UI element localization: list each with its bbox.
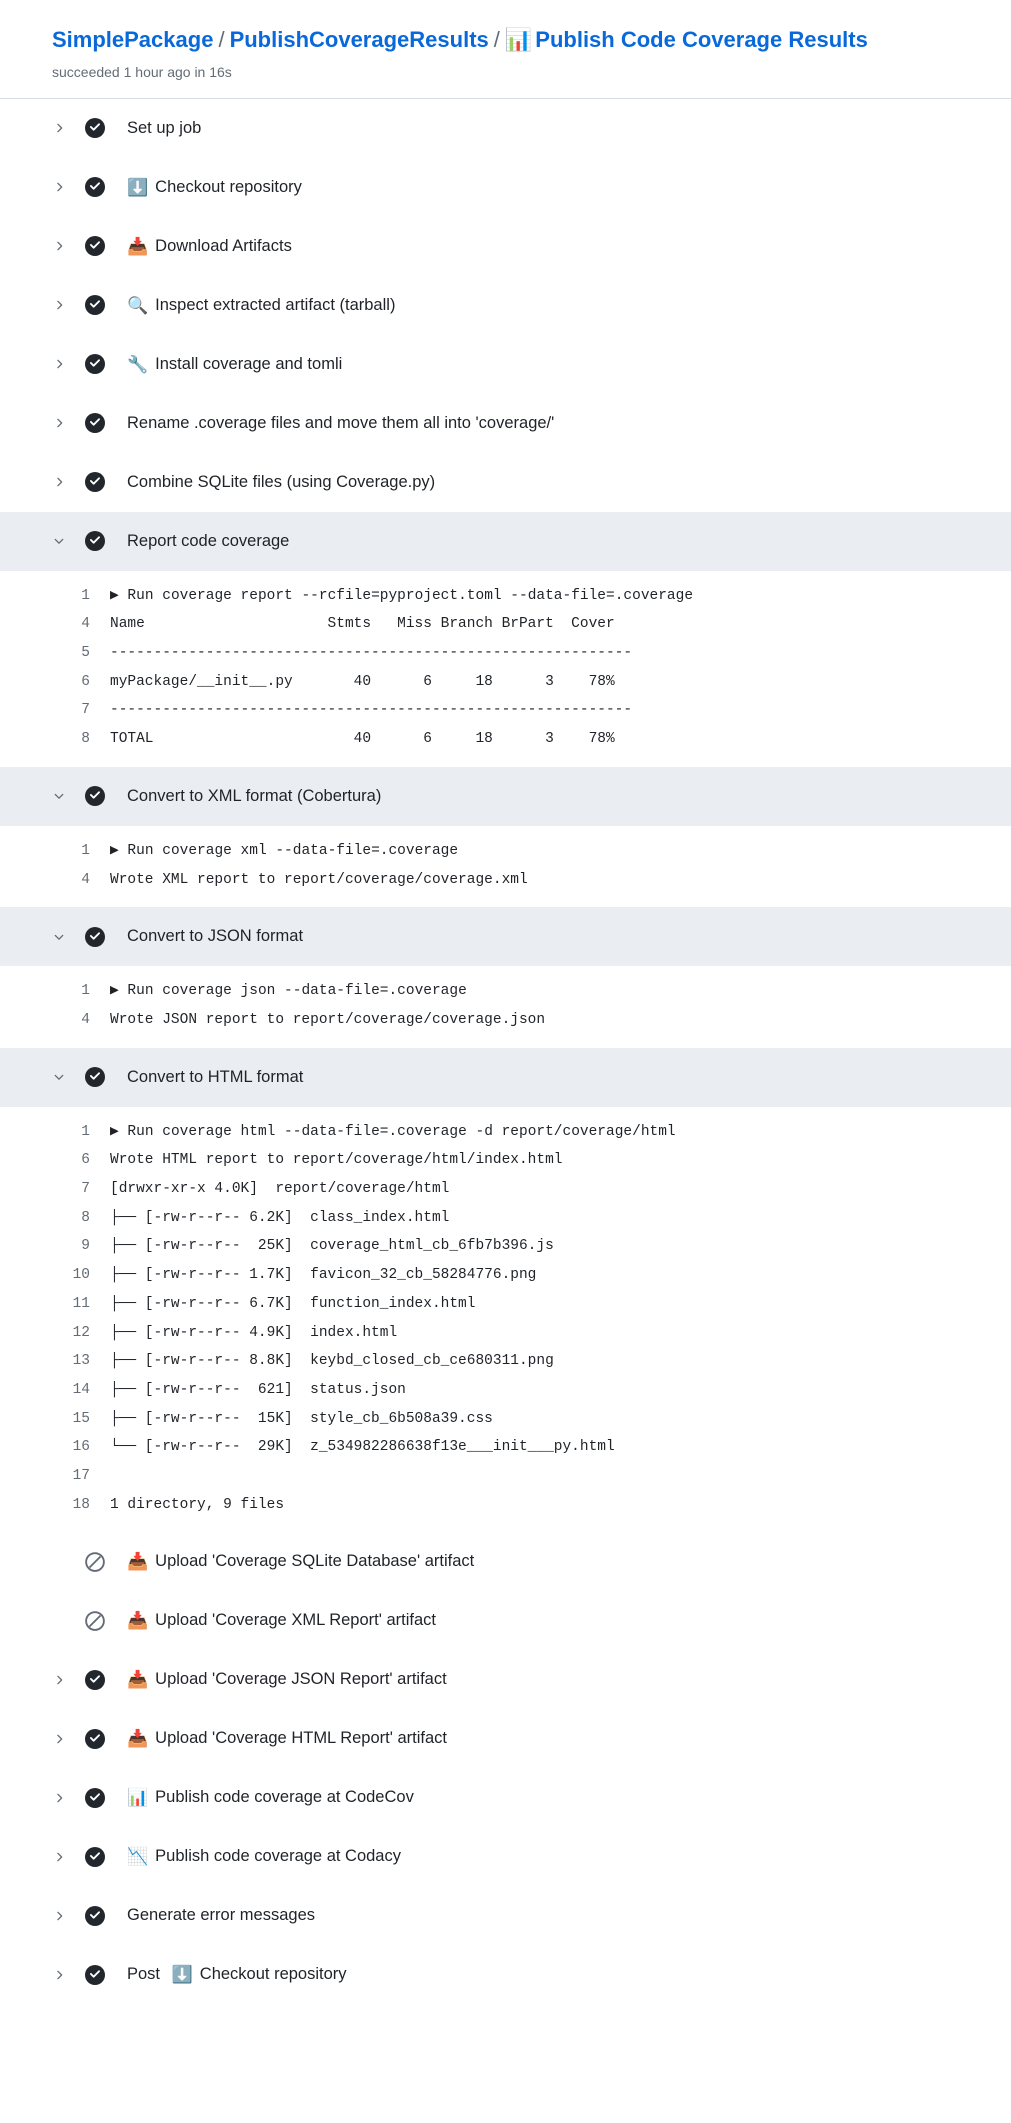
log-line-text: ├── [-rw-r--r-- 621] status.json — [110, 1381, 406, 1398]
chevron-right-icon[interactable] — [52, 180, 76, 194]
log-line-text: ------------------------------------------------------------ — [110, 645, 633, 661]
log-line-text: ▶ Run coverage html --data-file=.coverage -d report/coverage/html — [110, 1123, 676, 1140]
success-check-icon — [84, 1669, 106, 1691]
step-row[interactable] — [0, 767, 1011, 826]
success-check-icon — [84, 1787, 106, 1809]
step-label-text: Convert to JSON format — [127, 927, 304, 946]
step-label-text: Publish code coverage at CodeCov — [155, 1788, 414, 1807]
log-line-text: ├── [-rw-r--r-- 6.7K] function_index.html — [110, 1295, 476, 1312]
log-line-number: 6 — [81, 673, 90, 690]
chevron-right-icon[interactable] — [52, 1968, 76, 1982]
log-line — [0, 1347, 1011, 1376]
log-line — [0, 866, 1011, 895]
job-header — [0, 0, 1011, 99]
log-line-text — [110, 1462, 1011, 1491]
job-status-line: succeeded 1 hour ago in 16s — [52, 63, 232, 80]
log-line — [0, 1204, 1011, 1233]
step-label-text: Upload 'Coverage JSON Report' artifact — [155, 1670, 447, 1689]
chevron-right-icon[interactable] — [52, 1673, 76, 1687]
step-emoji-icon: ⬇️ — [127, 177, 149, 197]
step-emoji-icon: 🔧 — [127, 354, 149, 374]
chevron-down-icon[interactable] — [52, 930, 76, 944]
chevron-right-icon[interactable] — [52, 1850, 76, 1864]
chevron-down-icon[interactable] — [52, 789, 76, 803]
step-label — [127, 787, 381, 806]
log-line-text: TOTAL 40 6 18 3 78% — [110, 731, 615, 748]
step-log — [0, 1107, 1011, 1533]
step-label-text: Checkout repository — [199, 1965, 347, 1984]
chevron-right-icon[interactable] — [52, 416, 76, 430]
step-row[interactable] — [0, 1945, 1011, 2004]
log-line — [0, 1319, 1011, 1348]
success-check-icon — [84, 1905, 106, 1927]
log-line-number: 17 — [72, 1468, 90, 1485]
step-row[interactable] — [0, 1048, 1011, 1107]
chevron-right-icon[interactable] — [52, 1791, 76, 1805]
success-check-icon — [84, 294, 106, 316]
log-line — [0, 1175, 1011, 1204]
steps-list — [0, 99, 1011, 2005]
chevron-right-icon[interactable] — [52, 475, 76, 489]
log-line-text: ▶ Run coverage json --data-file=.coverage — [110, 983, 467, 1000]
log-line-number: 6 — [81, 1152, 90, 1169]
step-emoji-icon: 📥 — [127, 236, 149, 256]
chevron-right-icon[interactable] — [52, 1732, 76, 1746]
log-line — [0, 1261, 1011, 1290]
step-row[interactable] — [0, 1709, 1011, 1768]
step-label — [127, 1906, 315, 1925]
log-line-number: 7 — [81, 702, 90, 719]
step-label-text: Set up job — [127, 118, 202, 137]
step-label-text: Generate error messages — [127, 1906, 316, 1925]
log-line — [0, 837, 1011, 866]
step-row[interactable] — [0, 335, 1011, 394]
step-label-text: Post — [127, 1965, 165, 1984]
step-label — [127, 1611, 436, 1630]
step-label — [127, 296, 395, 315]
log-line — [0, 1376, 1011, 1405]
success-check-icon — [84, 176, 106, 198]
chevron-down-icon[interactable] — [52, 534, 76, 548]
log-line-number: 14 — [72, 1381, 90, 1398]
log-line-number: 11 — [72, 1295, 90, 1312]
step-label — [127, 178, 302, 197]
step-label — [127, 927, 303, 946]
step-label-text: Report code coverage — [127, 531, 290, 550]
chevron-right-icon[interactable] — [52, 239, 76, 253]
log-line-text: myPackage/__init__.py 40 6 18 3 78% — [110, 673, 615, 690]
step-row[interactable] — [0, 394, 1011, 453]
log-line-number: 1 — [81, 1123, 90, 1140]
step-label — [127, 1788, 414, 1807]
step-label — [127, 119, 201, 138]
log-line-text: [drwxr-xr-x 4.0K] report/coverage/html — [110, 1181, 450, 1198]
log-line-number: 13 — [72, 1353, 90, 1370]
success-check-icon — [84, 1846, 106, 1868]
log-line — [0, 1405, 1011, 1434]
step-row[interactable] — [0, 99, 1011, 158]
step-emoji-icon: 📥 — [127, 1552, 149, 1572]
log-line — [0, 1290, 1011, 1319]
log-line-text: ▶ Run coverage xml --data-file=.coverage — [110, 842, 459, 859]
step-label-text: Download Artifacts — [155, 236, 292, 255]
step-emoji-icon: 📥 — [127, 1729, 149, 1749]
step-row[interactable] — [0, 217, 1011, 276]
chevron-down-icon[interactable] — [52, 1070, 76, 1084]
success-check-icon — [84, 785, 106, 807]
step-label — [127, 1552, 474, 1571]
success-check-icon — [84, 412, 106, 434]
chevron-right-icon[interactable] — [52, 121, 76, 135]
log-line-number: 15 — [72, 1410, 90, 1427]
success-check-icon — [84, 926, 106, 948]
log-line — [0, 668, 1011, 697]
log-line — [0, 1118, 1011, 1147]
log-line-number: 4 — [81, 616, 90, 633]
step-emoji-icon: 📊 — [127, 1788, 149, 1808]
log-line-number: 1 — [81, 587, 90, 604]
log-line-number: 10 — [72, 1267, 90, 1284]
breadcrumb-job[interactable]: Publish Code Coverage Results — [535, 27, 868, 52]
log-line — [0, 1491, 1011, 1520]
log-line-number: 7 — [81, 1181, 90, 1198]
chart-icon: 📊 — [504, 27, 533, 52]
step-log — [0, 571, 1011, 767]
chevron-right-icon[interactable] — [52, 357, 76, 371]
step-label — [127, 237, 292, 256]
log-line-text: ├── [-rw-r--r-- 25K] coverage_html_cb_6fb7b396.js — [110, 1238, 554, 1255]
log-line-text: ├── [-rw-r--r-- 6.2K] class_index.html — [110, 1209, 450, 1226]
log-line-text: Wrote JSON report to report/coverage/coverage.json — [110, 1011, 546, 1028]
breadcrumb — [52, 26, 1011, 55]
step-label — [127, 1068, 303, 1087]
log-line-number: 1 — [81, 983, 90, 1000]
log-line-text: └── [-rw-r--r-- 29K] z_534982286638f13e___init___py.html — [110, 1439, 615, 1456]
log-line — [0, 977, 1011, 1006]
step-label — [127, 1847, 401, 1866]
download-arrow-icon: ⬇️ — [171, 1965, 193, 1985]
success-check-icon — [84, 530, 106, 552]
log-line-text: ├── [-rw-r--r-- 8.8K] keybd_closed_cb_ce680311.png — [110, 1353, 554, 1370]
step-row[interactable] — [0, 1768, 1011, 1827]
log-line-text: ├── [-rw-r--r-- 1.7K] favicon_32_cb_58284776.png — [110, 1267, 537, 1284]
log-line-text: Wrote HTML report to report/coverage/html/index.html — [110, 1152, 563, 1169]
success-check-icon — [84, 1728, 106, 1750]
breadcrumb-repo[interactable]: SimplePackage — [52, 27, 214, 52]
log-line — [0, 696, 1011, 725]
chevron-right-icon[interactable] — [52, 1909, 76, 1923]
step-row[interactable] — [0, 512, 1011, 571]
step-label — [127, 1965, 347, 1984]
log-line-number: 1 — [81, 842, 90, 859]
step-label-text: Inspect extracted artifact (tarball) — [155, 295, 396, 314]
log-line — [0, 1462, 1011, 1491]
step-label — [127, 1670, 447, 1689]
step-label-text: Install coverage and tomli — [155, 354, 343, 373]
success-check-icon — [84, 353, 106, 375]
log-line-text: ├── [-rw-r--r-- 4.9K] index.html — [110, 1324, 398, 1341]
step-emoji-icon: 🔍 — [127, 295, 149, 315]
log-line — [0, 725, 1011, 754]
step-label-text: Upload 'Coverage SQLite Database' artifact — [155, 1552, 475, 1571]
step-label-text: Convert to XML format (Cobertura) — [127, 786, 382, 805]
log-line-number: 16 — [72, 1439, 90, 1456]
step-log — [0, 966, 1011, 1047]
step-row[interactable] — [0, 907, 1011, 966]
step-label-text: Upload 'Coverage HTML Report' artifact — [155, 1729, 447, 1748]
chevron-right-icon[interactable] — [52, 298, 76, 312]
step-label — [127, 473, 435, 492]
step-row[interactable] — [0, 1591, 1011, 1650]
log-line-number: 5 — [81, 645, 90, 661]
log-line — [0, 1006, 1011, 1035]
step-label — [127, 414, 554, 433]
log-line — [0, 610, 1011, 639]
step-label-text: Upload 'Coverage XML Report' artifact — [155, 1611, 436, 1630]
log-line-text: ▶ Run coverage report --rcfile=pyproject.toml --data-file=.coverage — [110, 587, 694, 604]
success-check-icon — [84, 235, 106, 257]
step-label-text: Checkout repository — [155, 177, 302, 196]
step-row[interactable] — [0, 453, 1011, 512]
step-label-text: Rename .coverage files and move them all into 'coverage/' — [127, 413, 555, 432]
log-line-number: 12 — [72, 1324, 90, 1341]
step-row[interactable] — [0, 1532, 1011, 1591]
success-check-icon — [84, 117, 106, 139]
log-line — [0, 1232, 1011, 1261]
step-emoji-icon: 📥 — [127, 1611, 149, 1631]
log-line — [0, 1433, 1011, 1462]
skipped-icon — [84, 1551, 106, 1573]
step-emoji-icon: 📥 — [127, 1670, 149, 1690]
log-line-number: 4 — [81, 871, 90, 888]
success-check-icon — [84, 1964, 106, 1986]
step-row[interactable] — [0, 1886, 1011, 1945]
step-label-text: Publish code coverage at Codacy — [155, 1847, 401, 1866]
step-label-text: Convert to HTML format — [127, 1067, 304, 1086]
step-label — [127, 532, 289, 551]
success-check-icon — [84, 471, 106, 493]
log-line-number: 4 — [81, 1011, 90, 1028]
step-row[interactable] — [0, 1650, 1011, 1709]
log-line-text: Name Stmts Miss Branch BrPart Cover — [110, 616, 615, 633]
log-line — [0, 639, 1011, 668]
log-line-number: 9 — [81, 1238, 90, 1255]
log-line-number: 8 — [81, 1209, 90, 1226]
log-line-number: 18 — [72, 1496, 90, 1513]
log-line-text: Wrote XML report to report/coverage/coverage.xml — [110, 871, 528, 888]
log-line-text: ├── [-rw-r--r-- 15K] style_cb_6b508a39.css — [110, 1410, 493, 1427]
step-row[interactable] — [0, 1827, 1011, 1886]
log-line — [0, 582, 1011, 611]
log-line-text: ------------------------------------------------------------ — [110, 702, 633, 719]
breadcrumb-workflow[interactable]: PublishCoverageResults — [229, 27, 489, 52]
success-check-icon — [84, 1066, 106, 1088]
step-row[interactable] — [0, 276, 1011, 335]
breadcrumb-separator-1: / — [218, 27, 225, 52]
step-label — [127, 1729, 447, 1748]
breadcrumb-separator-2: / — [493, 27, 500, 52]
log-line-text: 1 directory, 9 files — [110, 1496, 285, 1513]
log-line-number: 8 — [81, 731, 90, 748]
log-line — [0, 1146, 1011, 1175]
step-label-text: Combine SQLite files (using Coverage.py) — [127, 472, 436, 491]
skipped-icon — [84, 1610, 106, 1632]
step-log — [0, 826, 1011, 907]
step-emoji-icon: 📉 — [127, 1847, 149, 1867]
step-label — [127, 355, 342, 374]
step-row[interactable] — [0, 158, 1011, 217]
